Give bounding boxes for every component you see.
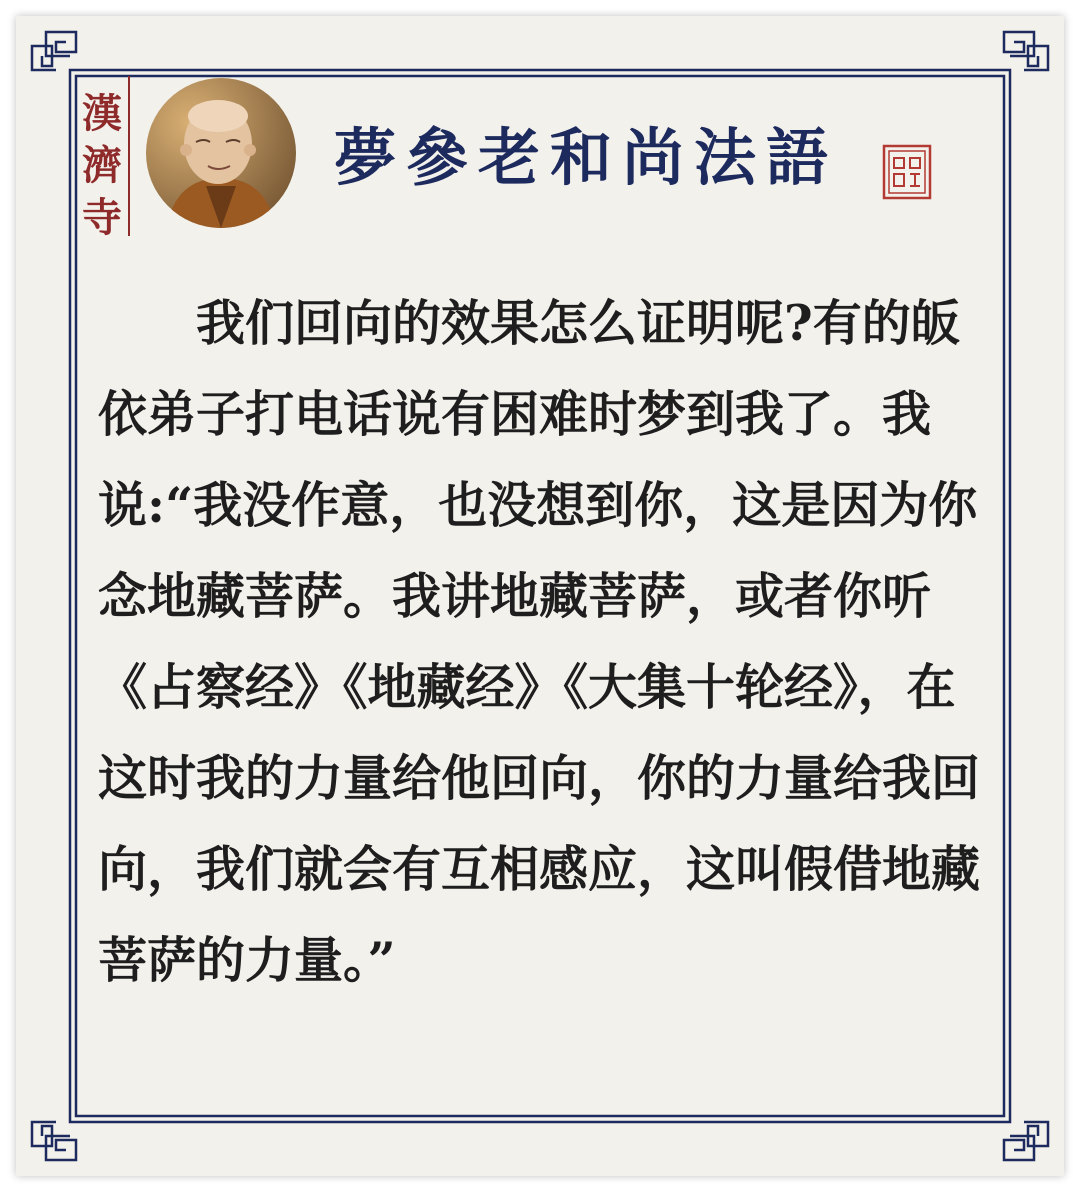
monk-portrait-icon	[146, 78, 296, 228]
seal-stamp	[882, 144, 932, 200]
temple-name	[76, 88, 128, 244]
divider	[128, 76, 130, 236]
quote-paragraph: 我们回向的效果怎么证明呢?有的皈依弟子打电话说有困难时梦到我了。我说:“我没作意，也没想到你，这是因为你念地藏菩萨。我讲地藏菩萨，或者你听《占察经》《地藏经》《大集十轮经》，在这时我的力量给他回向，你的力量给我回向，我们就会有互相感应，这叫假借地藏菩萨的力量。”	[98, 294, 981, 989]
page-title: 夢參老和尚法語	[334, 121, 839, 194]
temple-char: 寺	[82, 194, 122, 241]
temple-char: 漢	[82, 90, 122, 137]
quote-text	[98, 278, 988, 1006]
temple-char: 濟	[82, 142, 122, 189]
quote-card	[16, 16, 1064, 1176]
